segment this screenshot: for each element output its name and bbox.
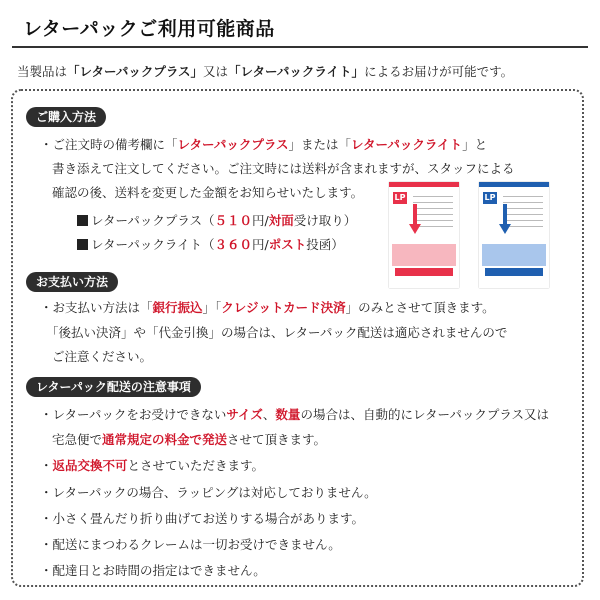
intro-text — [17, 62, 513, 80]
text: 」のみとさせて頂きます。 — [345, 300, 495, 315]
price: ５１０ — [214, 213, 253, 228]
payment-line-1 — [40, 298, 495, 316]
title-divider — [12, 46, 588, 48]
text: ・ご注文時の備考欄に「 — [40, 137, 178, 152]
price: ３６０ — [214, 237, 253, 252]
payment-line-2: 「後払い決済」や「代金引換」の場合は、レターパック配送は適応されませんので — [46, 325, 508, 340]
page-title: レターパックご利用可能商品 — [23, 18, 275, 40]
highlight: レターパックプラス — [177, 137, 289, 152]
notes-line-5: ・小さく畳んだり折り曲げてお送りする場合があります。 — [40, 511, 365, 526]
purchase-line-1 — [40, 135, 487, 153]
text: 受け取り） — [293, 213, 357, 228]
highlight: 銀行振込 — [152, 300, 203, 315]
arrow-icon — [499, 204, 511, 234]
highlight: 数量 — [275, 407, 301, 422]
text: レターパックプラス（ — [91, 213, 215, 228]
notes-line-7: ・配達日とお時間の指定はできません。 — [40, 563, 266, 578]
envelope-logo: LP — [484, 193, 496, 202]
text: 」または「 — [288, 137, 352, 152]
section-label-purchase: ご購入方法 — [26, 107, 106, 127]
bullet-square-icon — [77, 239, 88, 250]
text: / — [264, 237, 269, 252]
text: ・ — [40, 458, 53, 473]
text: / — [264, 213, 269, 228]
intro-part: によるお届けが可能です。 — [364, 64, 514, 79]
letterpack-light-envelope-image — [479, 182, 549, 288]
highlight: 対面 — [268, 213, 294, 228]
purchase-line-2: 書き添えて注文してください。ご注文時には送料が含まれますが、スタッフによる — [52, 161, 515, 176]
text: とさせていただきます。 — [127, 458, 265, 473]
highlight: レターパックライト — [351, 137, 463, 152]
price-light — [77, 235, 344, 253]
text: ・お支払い方法は「 — [40, 300, 153, 315]
envelope-logo: LP — [394, 193, 406, 202]
page-header — [0, 0, 600, 58]
highlight: 返品交換不可 — [52, 458, 128, 473]
notes-line-1 — [40, 405, 549, 423]
purchase-line-3: 確認の後、送料を変更した金額をお知らせいたします。 — [52, 185, 364, 200]
text: 円 — [252, 213, 265, 228]
notes-line-3 — [40, 456, 264, 474]
notes-line-6: ・配送にまつわるクレームは一切お受けできません。 — [40, 537, 341, 552]
text: 投函） — [306, 237, 344, 252]
envelope-band — [392, 244, 456, 266]
text: 」と — [462, 137, 488, 152]
envelope-stripe — [389, 182, 459, 187]
text: ・レターパックをお受けできない — [40, 407, 227, 422]
notes-line-2 — [52, 430, 326, 448]
payment-line-3: ご注意ください。 — [52, 349, 153, 364]
highlight: サイズ — [226, 407, 263, 422]
envelope-subband — [395, 268, 453, 276]
text: 」「 — [202, 300, 222, 315]
envelope-stripe — [479, 182, 549, 187]
text: させて頂きます。 — [227, 432, 327, 447]
text: の場合は、自動的にレターパックプラス又は — [300, 407, 549, 422]
text: レターパックライト（ — [91, 237, 215, 252]
section-label-notes: レターパック配送の注意事項 — [26, 377, 201, 397]
text: 円 — [252, 237, 265, 252]
intro-plus: 「レターパックプラス」 — [67, 64, 204, 79]
envelope-band — [482, 244, 546, 266]
text: 宅急便で — [52, 432, 103, 447]
intro-part: 又は — [203, 64, 229, 79]
text: 、 — [262, 407, 276, 422]
notes-line-4: ・レターパックの場合、ラッピングは対応しておりません。 — [40, 485, 377, 500]
highlight: クレジットカード決済 — [221, 300, 346, 315]
price-plus — [77, 211, 356, 229]
letterpack-plus-envelope-image — [389, 182, 459, 288]
section-label-payment: お支払い方法 — [26, 272, 118, 292]
envelope-subband — [485, 268, 543, 276]
highlight: 通常規定の料金で発送 — [102, 432, 228, 447]
intro-light: 「レターパックライト」 — [228, 64, 365, 79]
highlight: ポスト — [268, 237, 307, 252]
bullet-square-icon — [77, 215, 88, 226]
arrow-icon — [409, 204, 421, 234]
intro-part: 当製品は — [17, 64, 68, 79]
